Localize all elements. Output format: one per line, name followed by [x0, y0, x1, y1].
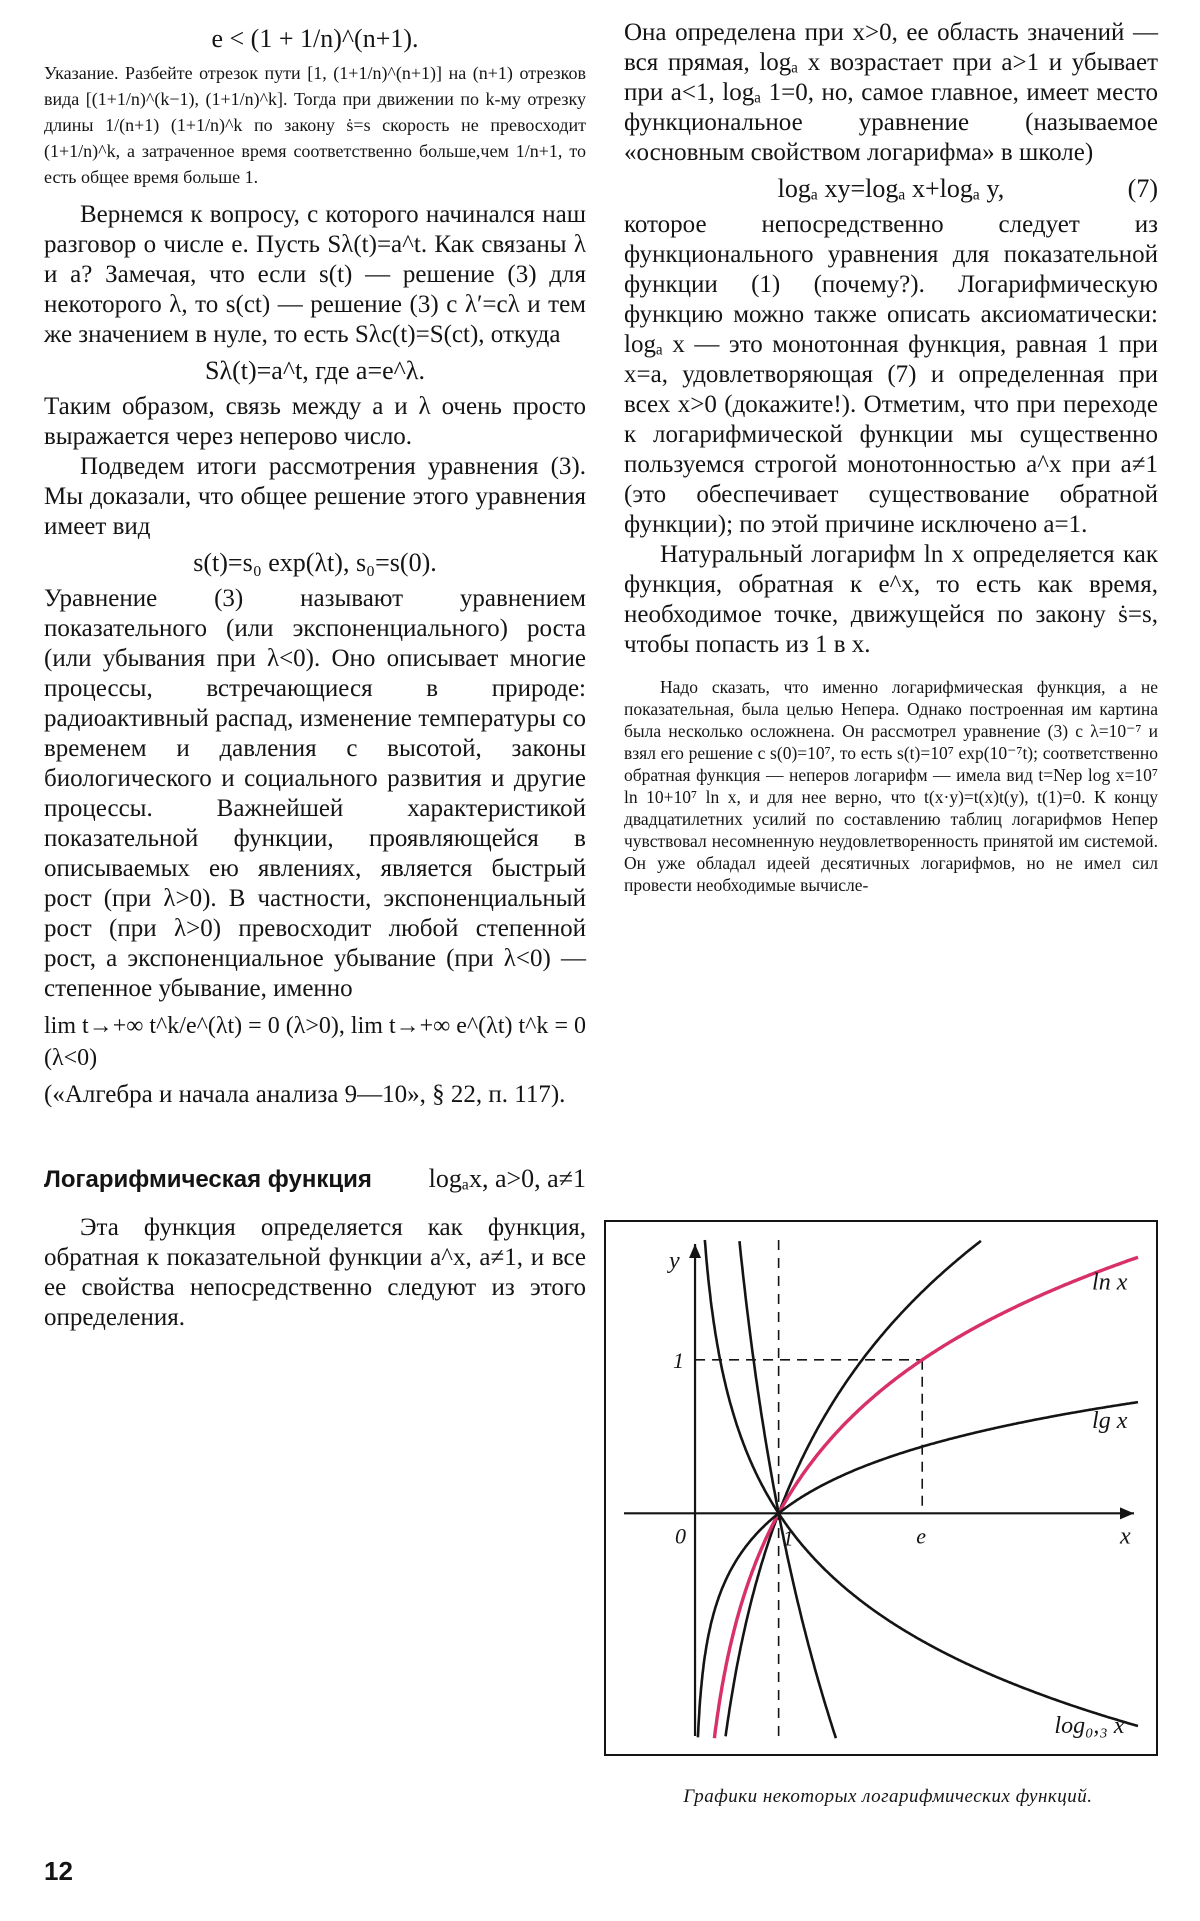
hint-text: Указание. Разбейте отрезок пути [1, (1+1/n)^(n+1)] на (n+1) отрезков вида [(1+1/n)^(k−1), (1+1/n)^k]. Тогда при движении по k-му отрезку длины 1/(n+1) (1+1/n)^k по закону ṡ=s скорость не превосходит (1+1/n)^k, а затраченное время соответственно больше,чем 1/n+1, то есть общее время больше 1. [44, 63, 586, 187]
paragraph-axiomatic: которое непосредственно следует из функционального уравнения для показательной функции (1) (почему?). Логарифмическую функцию можно также описать аксиоматически: logₐ x — это монотонная функция, равная 1 при x=a, удовлетворяющая (7) и определенная при всех x>0 (докажите!). Отметим, что при переходе к логарифмической функции мы существенно пользуемся строгой монотонностью a^x при a≠1 (это обеспечивает существование обратной функции); по этой причине исключено a=1. [624, 211, 1158, 538]
formula-general-solution: s(t)=s₀ exp(λt), s₀=s(0). [193, 548, 437, 577]
equation-number: (7) [1127, 174, 1158, 203]
tick-x-one: 1 [782, 1525, 794, 1551]
right-column [624, 18, 1158, 896]
formula-log-product [624, 172, 1158, 206]
paragraph-natural-log: Натуральный логарифм ln x определяется как функция, обратная к e^x, то есть как время, необходимое точке, движущейся по закону ṡ=s, чтобы попасть из 1 в x. [624, 541, 1158, 658]
tick-y-one: 1 [673, 1347, 685, 1373]
figure-caption: Графики некоторых логарифмических функций. [683, 1786, 1093, 1807]
textbook-reference: («Алгебра и начала анализа 9—10», § 22, п. 117). [44, 1081, 566, 1108]
formula-top: e < (1 + 1/n)^(n+1). [211, 24, 419, 53]
tick-x-e: e [916, 1523, 926, 1549]
napier-note: Надо сказать, что именно логарифмическая функция, а не показательная, была целью Непера. Однако построенная им картина была несколько осложнена. Он рассмотрел уравнение (3) с λ=10⁻⁷ и взял его решение с s(0)=10⁷, то есть s(t)=10⁷ exp(10⁻⁷t); соответственно обратная функция — неперов логарифм — имела вид t=Nep log x=10⁷ ln 10+10⁷ ln x, и для нее верно, что t(x·y)=t(x)t(y), t(1)=0. К концу двадцатилетних усилий по составлению таблиц логарифмов Непер чувствовал несомненную неудовлетворенность принятой им системой. Он уже обладал идеей десятичных логарифмов, но не имел сил провести необходимые вычисле- [624, 677, 1158, 895]
paragraph-summary: Подведем итоги рассмотрения уравнения (3). Мы доказали, что общее решение этого уравнения имеет вид [44, 453, 586, 540]
figure-frame [605, 1221, 1157, 1755]
paragraph-exponential-growth: Уравнение (3) называют уравнением показательного (или экспоненциального) роста (или убывания при λ<0). Оно описывает многие процессы, встречающиеся в природе: радиоактивный распад, изменение температуры со временем и давления с высотой, законы биологического и социального развития и другие процессы. Важнейшей характеристикой показательной функции, проявляющейся в описываемых ею явлениях, является быстрый рост (при λ>0). В частности, экспоненциальный рост (при λ>0) превосходит любой степенной рост, а экспоненциальное убывание (при λ<0) — степенное убывание, именно [44, 585, 586, 1002]
section-title-math: logₐx, a>0, a≠1 [428, 1164, 586, 1193]
y-axis-arrow [689, 1244, 701, 1258]
formula-s-lambda: Sλ(t)=a^t, где a=e^λ. [205, 356, 425, 385]
page-number: 12 [44, 1856, 73, 1886]
chart-svg [604, 1220, 1158, 1756]
formula-log-product-text: logₐ xy=logₐ x+logₐ y, [777, 174, 1005, 203]
paragraph-e-question: Вернемся к вопросу, с которого начинался наш разговор о числе e. Пусть Sλ(t)=a^t. Как связаны λ и a? Замечая, что если s(t) — решение (3) для некоторого λ, то s(ct) — решение (3) с λ′=cλ и тем же значением в нуле, то есть Sλc(t)=S(ct), откуда [44, 201, 586, 348]
section-title: Логарифмическая функция [44, 1166, 372, 1193]
left-column [44, 18, 586, 1333]
paragraph-log-definition: Эта функция определяется как функция, обратная к показательной функции a^x, a≠1, и все ее свойства непосредственно следуют из этого определения. [44, 1214, 586, 1331]
x-axis-label: x [1120, 1523, 1131, 1550]
series-label-1: ln x [1092, 1269, 1128, 1296]
formula-limits: lim t→+∞ t^k/e^(λt) = 0 (λ>0), lim t→+∞ e^(λt) t^k = 0 (λ<0) [44, 1013, 586, 1071]
paragraph-log-properties: Она определена при x>0, ее область значений — вся прямая, logₐ x возрастает при a>1 и убывает при a<1, logₐ 1=0, но, самое главное, имеет место функциональное уравнение (называемое «основным свойством логарифма» в школе) [624, 19, 1158, 166]
tick-origin: 0 [675, 1523, 687, 1549]
curve-3 [705, 1240, 1138, 1726]
y-axis-label: y [669, 1248, 680, 1274]
x-axis-arrow [1120, 1507, 1134, 1519]
series-label-3: log₀,₃ x [1054, 1713, 1125, 1740]
section-heading [44, 1162, 586, 1197]
log-graphs-figure [604, 1220, 1158, 1756]
paragraph-relation: Таким образом, связь между a и λ очень просто выражается через неперово число. [44, 393, 586, 450]
series-label-2: lg x [1092, 1407, 1128, 1434]
curve-2 [698, 1402, 1138, 1740]
